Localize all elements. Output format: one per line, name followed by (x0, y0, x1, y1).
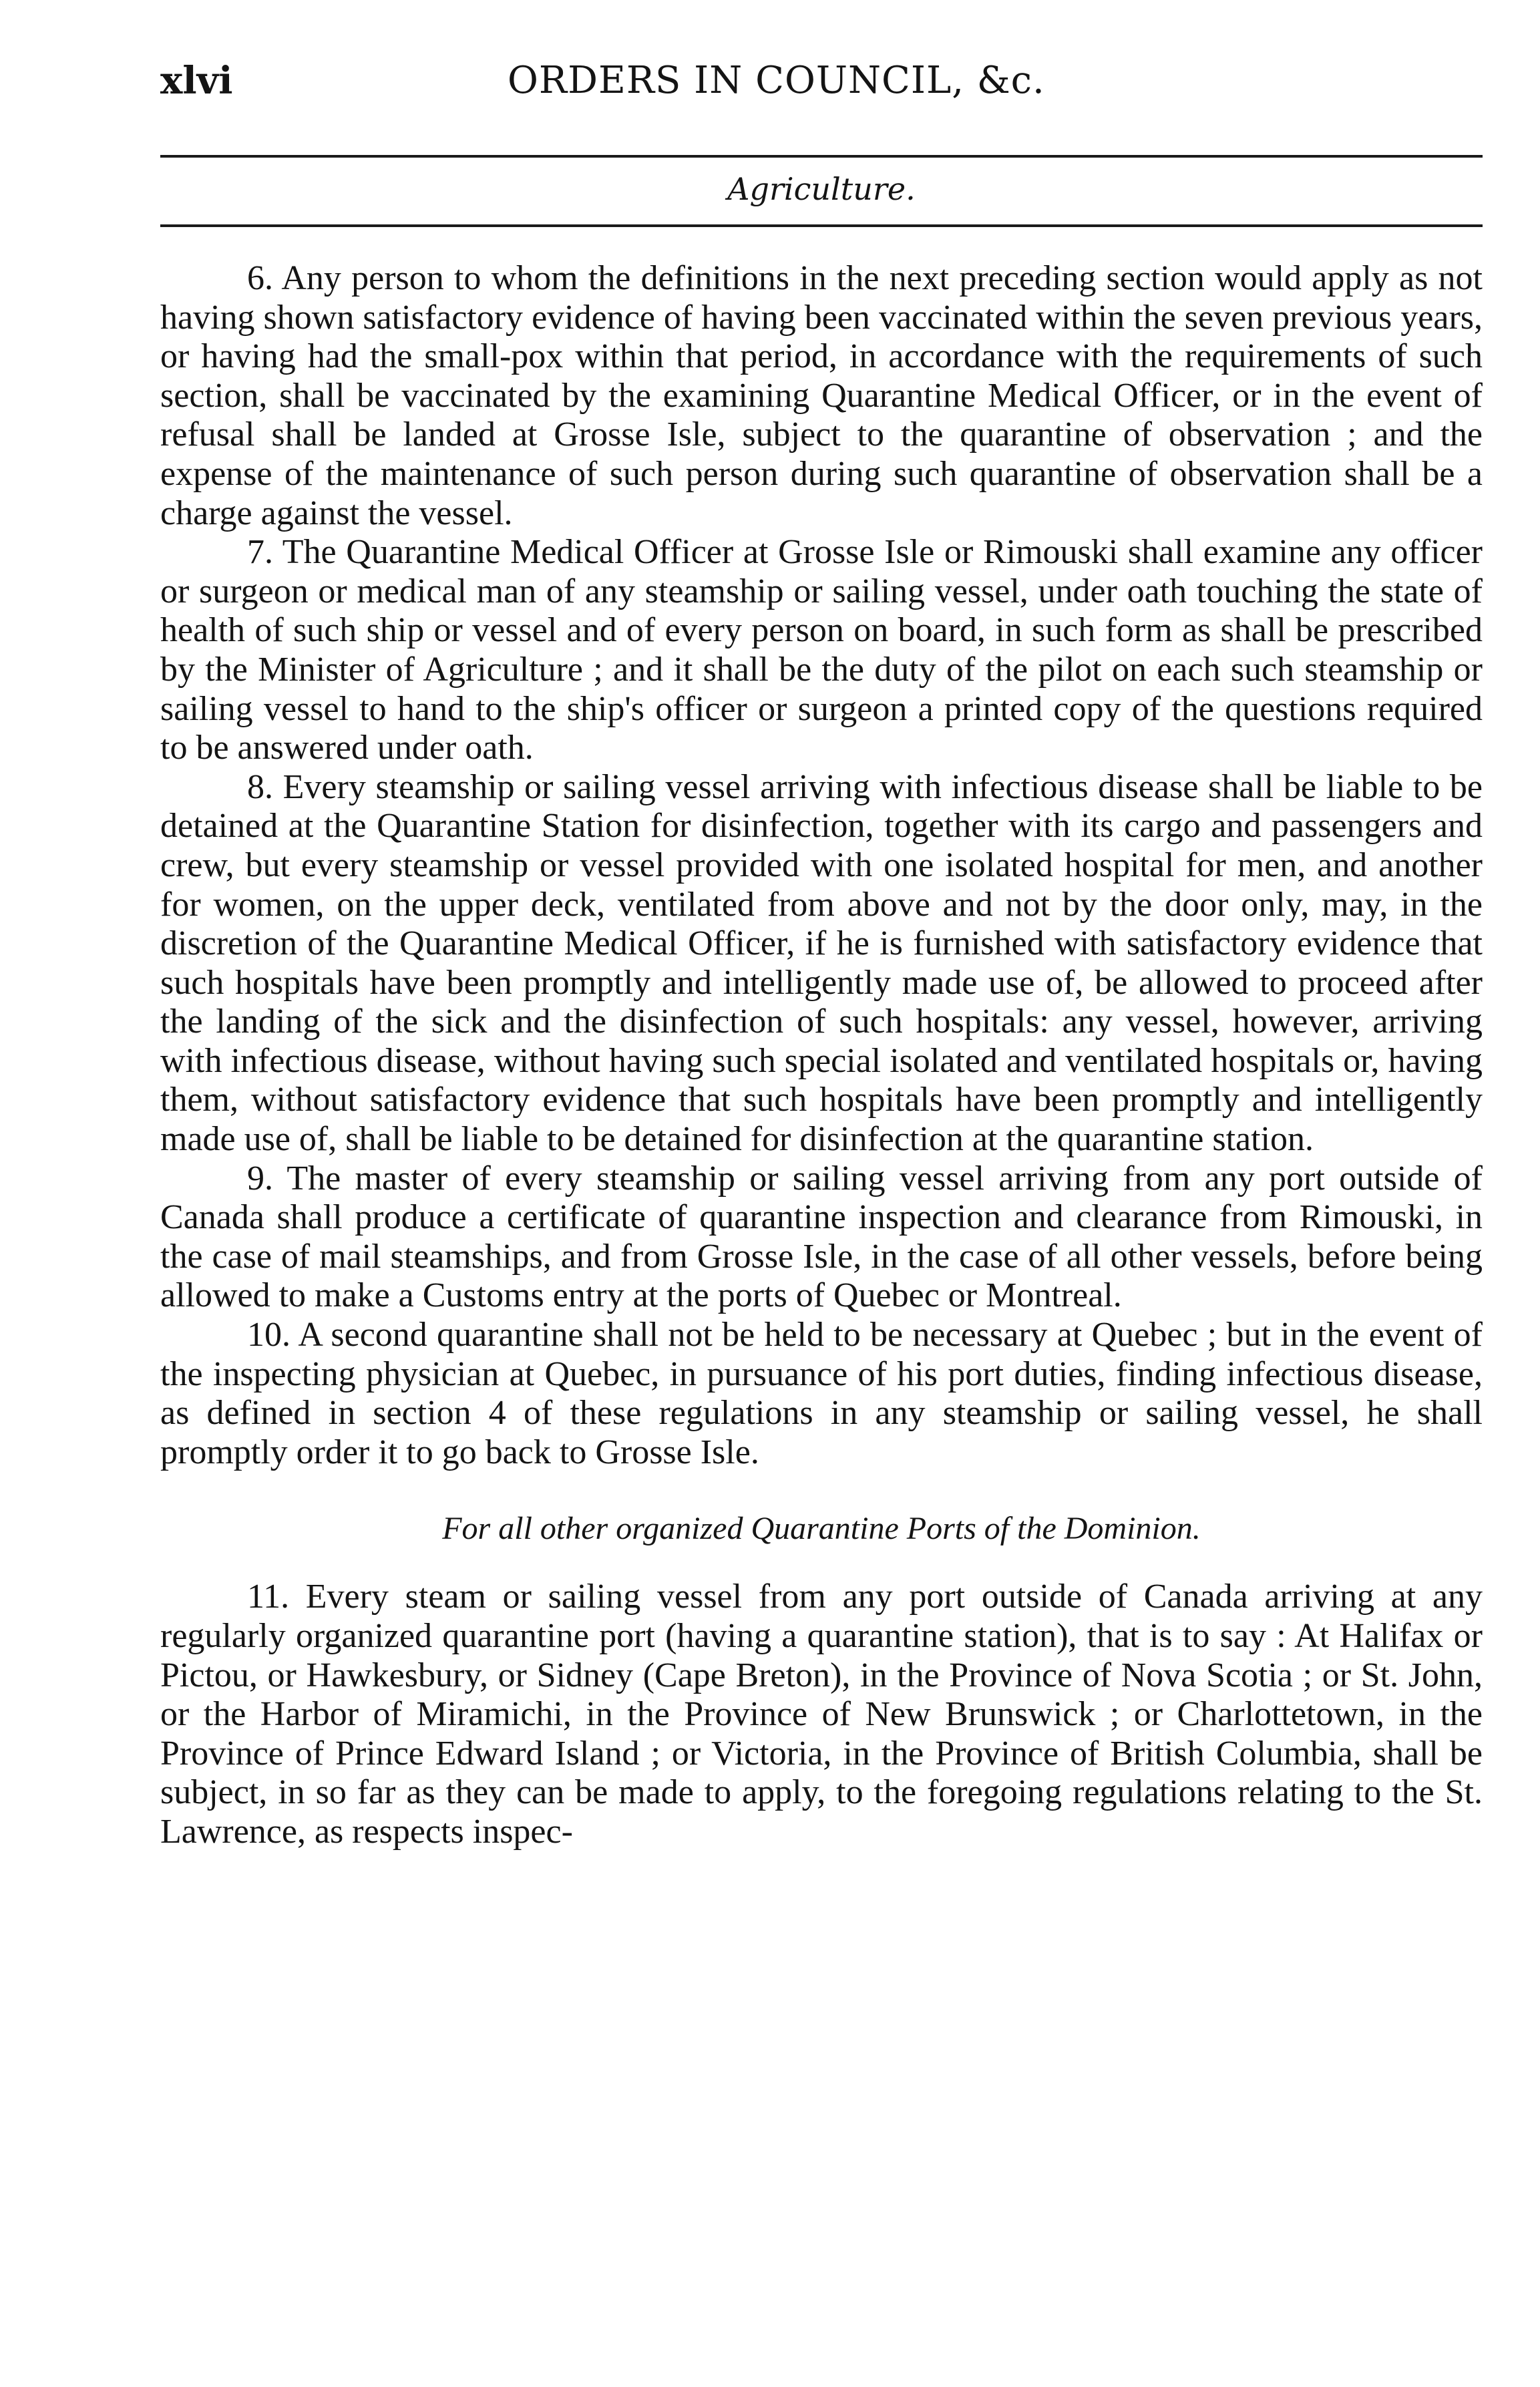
paragraph-6: 6. Any person to whom the definitions in the next preceding section would apply as not having shown satisfactory evidence of having been vaccinated within the seven previous years, or having had the small-pox within that period, in accordance with the requirements of such section, shall be vaccinated by the examining Quarantine Medical Officer, or in the event of refusal shall be landed at Grosse Isle, subject to the quarantine of observation ; and the expense of the maintenance of such person during such quarantine of observation shall be a charge against the vessel. (160, 259, 1483, 532)
paragraph-8: 8. Every steamship or sailing vessel arriving with infectious disease shall be liable to be detained at the Quarantine Station for disinfection, together with its cargo and passengers and crew, but every steamship or vessel provided with one isolated hospital for men, and another for women, on the upper deck, ventilated from above and not by the door only, may, in the discretion of the Quarantine Medical Officer, if he is furnished with satisfactory evidence that such hospitals have been promptly and intelligently made use of, be allowed to proceed after the landing of the sick and the disinfection of such hospitals: any vessel, however, arriving with infectious disease, without having such special isolated and ventilated hospitals or, having them, without satisfactory evidence that such hospitals have been promptly and intelligently made use of, shall be liable to be detained for disinfection at the quarantine station. (160, 767, 1483, 1159)
header-rule-top (160, 155, 1483, 158)
page-number: xlvi (160, 59, 233, 103)
paragraph-9: 9. The master of every steamship or sailing vessel arriving from any port outside of Canada shall produce a certificate of quarantine inspection and clearance from Rimouski, in the case of mail steamships, and from Grosse Isle, in the case of all other vessels, before being allowed to make a Customs entry at the ports of Quebec or Montreal. (160, 1159, 1483, 1315)
paragraph-11: 11. Every steam or sailing vessel from any port outside of Canada arriving at any regularly organized quarantine port (having a quarantine station), that is to say : At Halifax or Pictou, or Hawkesbury, or Sidney (Cape Breton), in the Province of Nova Scotia ; or St. John, or the Harbor of Miramichi, in the Province of New Brunswick ; or Charlottetown, in the Province of Prince Edward Island ; or Victoria, in the Province of British Columbia, shall be subject, in so far as they can be made to apply, to the foregoing regulations relating to the St. Lawrence, as respects inspec- (160, 1578, 1483, 1851)
header-rule-bottom (160, 224, 1483, 227)
section-title: Agriculture. (727, 171, 916, 207)
paragraph-10: 10. A second quarantine shall not be held to be necessary at Quebec ; but in the event of the inspecting physician at Quebec, in pursuance of his port duties, finding infectious disease, as defined in section 4 of these regulations in any steamship or sailing vessel, he shall promptly order it to go back to Grosse Isle. (160, 1316, 1483, 1471)
subheading: For all other organized Quarantine Ports of the Dominion. (442, 1511, 1201, 1547)
running-head: ORDERS IN COUNCIL, &c. (508, 59, 1045, 102)
paragraph-7: 7. The Quarantine Medical Officer at Grosse Isle or Rimouski shall examine any officer or surgeon or medical man of any steamship or sailing vessel, under oath touching the state of health of such ship or vessel and of every person on board, in such form as shall be prescribed by the Minister of Agriculture ; and it shall be the duty of the pilot on each such steamship or sailing vessel to hand to the ship's officer or surgeon a printed copy of the questions required to be answered under oath. (160, 533, 1483, 767)
page-header (160, 59, 1483, 119)
document-page (160, 0, 1483, 2387)
document-body (160, 259, 1483, 1852)
